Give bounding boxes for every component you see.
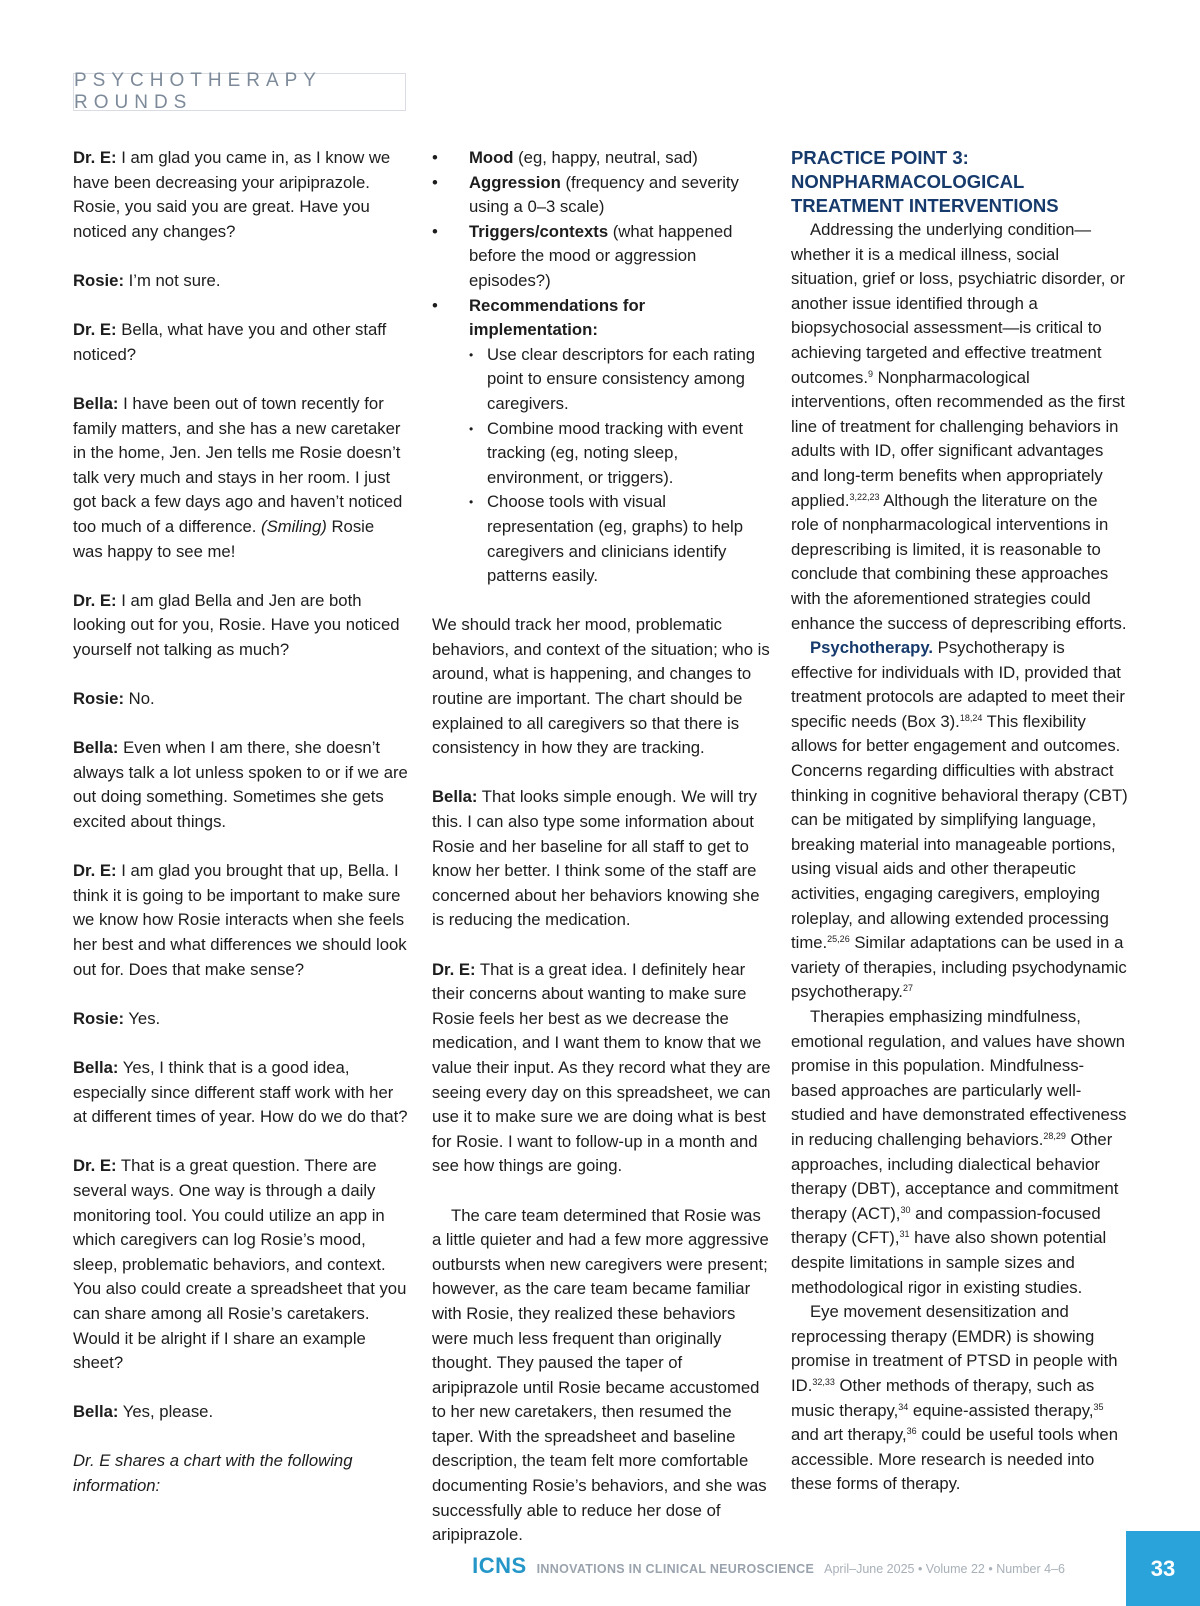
body-paragraph: Psychotherapy. Psychotherapy is effective for individuals with ID, provided that treatment protocols are adapted to meet their specific needs (Box 3).$^{18,24}$ This flexibility allows for better engagement and outcomes. Concerns regarding difficulties with abstract thinking in cognitive behavioral therapy (CBT) can be mitigated by simplifying language, breaking material into manageable portions, using visual aids and other therapeutic activities, engaging caregivers, employing roleplay, and allowing extended processing time.$^{25,26}$ Similar adaptations can be used in a variety of therapies, including psychodynamic psychotherapy.$^{27}$: [791, 638, 1128, 1002]
sub-list-item: • Use clear descriptors for each rating point to ensure consistency among caregivers.: [469, 343, 772, 417]
dialogue-line: Dr. E: That is a great idea. I definitely hear their concerns about wanting to make sure Rosie feels her best as we decrease the medication, and I want them to know that we value their input. As they record what they are seeing every day on this spreadsheet, we can use it to make sure we are doing what is best for Rosie. I want to follow-up in a month and see how things are going.: [432, 959, 771, 1176]
citation: 36: [906, 1426, 917, 1437]
dialogue-line: Dr. E: I am glad Bella and Jen are both looking out for you, Rosie. Have you noticed yourself not talking as much?: [73, 590, 400, 659]
body-paragraph: Eye movement desensitization and reprocessing therapy (EMDR) is showing promise in treatment of PTSD in people with ID.$^{32,33}$ Other methods of therapy, such as music therapy,$^{34}$ equine-assisted therapy,$^{35}$ and art therapy,$^{36}$ could be useful tools when accessible. More research is needed into these forms of therapy.: [791, 1302, 1118, 1494]
citation: 30: [900, 1204, 911, 1215]
dialogue-line: Bella: Yes, I think that is a good idea, especially since different staff work with her at different times of year. How do we do that?: [73, 1057, 408, 1127]
journal-name: INNOVATIONS IN CLINICAL NEUROSCIENCE: [536, 1562, 815, 1576]
citation: 35: [1093, 1401, 1104, 1412]
page-number: 33: [1126, 1531, 1200, 1606]
psychotherapy-subheading: Psychotherapy.: [810, 638, 934, 658]
citation: 27: [902, 983, 913, 994]
dialogue-line: Rosie: I’m not sure.: [73, 270, 221, 290]
body-paragraph: The care team determined that Rosie was a little quieter and had a few more aggressive outbursts when new caregivers were present; however, as the care team became familiar with Rosie, they realized these behaviors were much less frequent than originally thought. They paused the taper of aripiprazole until Rosie became accustomed to her new caretakers, then resumed the taper. With the spreadsheet and baseline description, the team felt more comfortable documenting Rosie’s behaviors, and she was successfully able to reduce her dose of aripiprazole.: [432, 1205, 769, 1545]
footer-journal-info: [472, 1553, 1065, 1579]
column-3: [791, 146, 1129, 1497]
citation: 28,29: [1043, 1130, 1066, 1141]
dialogue-line: Dr. E: That is a great question. There are several ways. One way is through a daily monitoring tool. You could utilize an app in which caregivers can log Rosie’s mood, sleep, problematic behaviors, and context. You also could create a spreadsheet that you can share among all Rosie’s caretakers. Would it be alright if I share an example sheet?: [73, 1156, 407, 1373]
dialogue-line: Bella: Even when I am there, she doesn’t always talk a lot unless spoken to or if we are out doing something. Sometimes she gets excited about things.: [73, 738, 408, 832]
issue-info: April–June 2025 • Volume 22 • Number 4–6: [824, 1562, 1065, 1576]
body-paragraph: Addressing the underlying condition—whether it is a medical illness, social situation, grief or loss, psychiatric disorder, or another issue identified through a biopsychosocial assessment—is critical to achieving targeted and effective treatment outcomes.$^9$ Nonpharmacological interventions, often recommended as the first line of treatment for challenging behaviors in adults with ID, offer significant advantages and long-term benefits when appropriately applied.$^{3,22,23}$ Although the literature on the role of nonpharmacological interventions in deprescribing is limited, it is reasonable to conclude that combining these approaches with the aforementioned strategies could enhance the success of deprescribing efforts.: [791, 220, 1127, 633]
dialogue-line: Bella: That looks simple enough. We will try this. I can also type some information about Rosie and her baseline for all staff to get to know her better. I think some of the staff are concerned about her behaviors knowing she is reducing the medication.: [432, 787, 760, 930]
sub-list-item: • Combine mood tracking with event tracking (eg, noting sleep, environment, or triggers).: [469, 417, 772, 491]
citation: 9: [867, 368, 873, 379]
page-footer: [0, 1531, 1200, 1606]
body-paragraph: We should track her mood, problematic behaviors, and context of the situation; who is around, what is happening, and changes to routine are important. The chart should be explained to all caregivers so that there is consistency in how they are tracking.: [432, 615, 770, 758]
citation: 34: [898, 1401, 909, 1412]
body-paragraph: Therapies emphasizing mindfulness, emotional regulation, and values have shown promise in this population. Mindfulness-based approaches are particularly well-studied and have demonstrated effectiveness in reducing challenging behaviors.$^{28,29}$ Other approaches, including dialectical behavior therapy (DBT), acceptance and commitment therapy (ACT),$^{30}$ and compassion-focused therapy (CFT),$^{31}$ have also shown potential despite limitations in sample sizes and methodological rigor in existing studies.: [791, 1007, 1127, 1297]
dialogue-line: Dr. E: Bella, what have you and other staff noticed?: [73, 320, 387, 364]
section-header: [73, 70, 406, 113]
dialogue-line: Dr. E: I am glad you came in, as I know we have been decreasing your aripiprazole. Rosie, you said you are great. Have you noticed any changes?: [73, 148, 391, 241]
list-item: • Triggers/contexts (what happened before the mood or aggression episodes?): [432, 220, 772, 294]
list-item: • Aggression (frequency and severity using a 0–3 scale): [432, 171, 772, 220]
chart-bullet-list: [432, 146, 772, 589]
column-2: [432, 146, 772, 1572]
list-item: • Mood (eg, happy, neutral, sad): [432, 146, 772, 171]
journal-logo: ICNS: [472, 1553, 527, 1578]
dialogue-line: Rosie: No.: [73, 689, 155, 709]
citation: 3,22,23: [849, 491, 880, 502]
dialogue-line: Dr. E: I am glad you brought that up, Bella. I think it is going to be important to make sure we know how Rosie interacts when she feels her best and what differences we should look out for. Does that make sense?: [73, 861, 407, 979]
citation: 18,24: [959, 712, 983, 723]
list-item: • Recommendations for implementation: • Use clear descriptors for each rating point to ensure consistency among caregivers. • Combine mood tracking with event tracking (eg, noting sleep, environment, or triggers). • Choose tools with visual representation (eg, graphs) to help caregivers and clinicians identify patterns easily.: [432, 294, 772, 589]
chart-intro: Dr. E shares a chart with the following information:: [73, 1451, 353, 1496]
sub-bullet-list: [469, 343, 772, 589]
dialogue-line: Bella: I have been out of town recently for family matters, and she has a new caretaker in the home, Jen. Jen tells me Rosie doesn’t talk very much and stays in her room. I just got back a few days ago and haven’t noticed too much of a difference. (Smiling) Rosie was happy to see me!: [73, 393, 403, 561]
citation: 25,26: [827, 934, 850, 945]
dialogue-line: Rosie: Yes.: [73, 1008, 161, 1028]
column-1: [73, 146, 408, 1523]
citation: 31: [899, 1229, 910, 1240]
sub-list-item: • Choose tools with visual representation (eg, graphs) to help caregivers and clinicians identify patterns easily.: [469, 490, 772, 588]
dialogue-line: Bella: Yes, please.: [73, 1402, 214, 1422]
section-header-label: PSYCHOTHERAPY ROUNDS: [74, 70, 322, 113]
citation: 32,33: [812, 1376, 835, 1387]
practice-point-title: PRACTICE POINT 3: NONPHARMACOLOGICAL TREATMENT INTERVENTIONS: [791, 147, 1059, 216]
